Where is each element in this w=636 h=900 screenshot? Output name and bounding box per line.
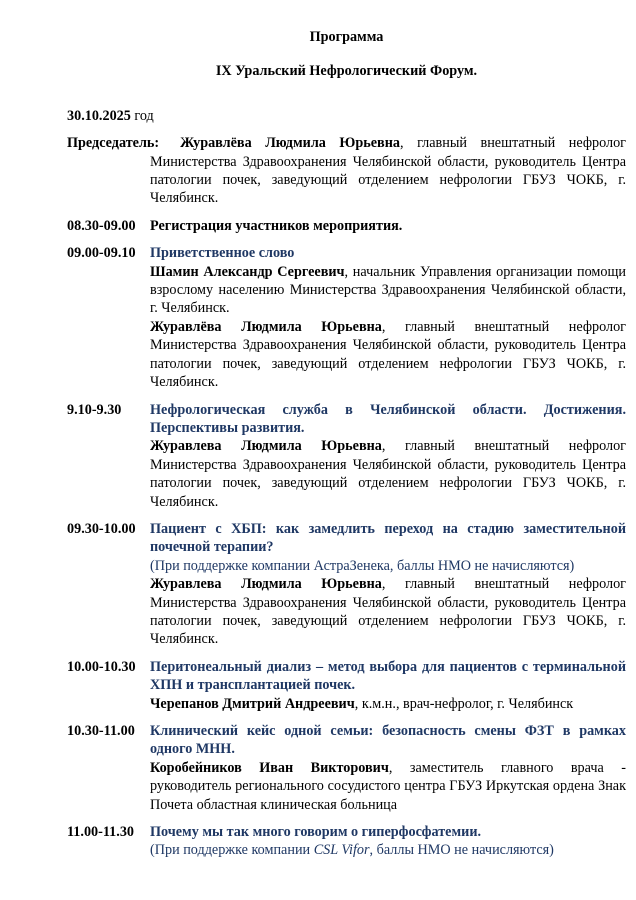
session-title: Перитонеальный диализ – метод выбора для пациентов с терминальной ХПН и трансплантацией почек. xyxy=(150,658,626,694)
session-title: Приветственное слово xyxy=(150,245,295,262)
session-time: 10.00-10.30 xyxy=(67,658,136,675)
speaker-desc: , главный внештатный нефролог Министерства Здравоохранения Челябинской области, руководитель Центра патологии почек, заведующий отделением нефрологии ГБУЗ ЧОКБ, г. Челябинск. xyxy=(150,438,627,510)
doc-subtitle: IX Уральский Нефрологический Форум. xyxy=(215,63,478,80)
date-suffix: год xyxy=(130,107,154,124)
speaker-desc: , заместитель главного врача - руководитель регионального сосудистого центра ГБУЗ Иркутская ордена Знак Почета областная клиническая больница xyxy=(150,759,626,813)
chair-label: Председатель: xyxy=(67,135,160,152)
session-time: 10.30-11.00 xyxy=(67,723,135,739)
date-line xyxy=(67,107,626,125)
speaker-paragraph xyxy=(150,437,626,511)
session-content xyxy=(150,823,626,860)
session-time: 11.00-11.30 xyxy=(67,824,135,841)
speaker-name: Журавлева Людмила Юрьевна xyxy=(150,438,382,455)
session-title: Регистрация участников мероприятия. xyxy=(150,217,403,234)
speaker-paragraph xyxy=(150,263,626,318)
session-title: Клинический кейс одной семьи: безопасность смены ФЗТ в рамках одного МНН. xyxy=(150,723,626,758)
session-list xyxy=(67,217,626,860)
session-row xyxy=(67,244,626,391)
session-title: Пациент с ХБП: как замедлить переход на стадию заместительной почечной терапии? xyxy=(150,520,626,556)
session-content xyxy=(150,217,626,235)
speaker-desc: , главный внештатный нефролог Министерства Здравоохранения Челябинской области, руководитель Центра патологии почек, заведующий отделением нефрологии ГБУЗ ЧОКБ, г. Челябинск. xyxy=(150,576,627,648)
speaker-desc: , начальник Управления организации помощи взрослому населению Министерства Здравоохранения Челябинской области, г. Челябинск. xyxy=(150,263,627,317)
chair-paragraph xyxy=(67,134,626,208)
sponsor-note-italic: CSL Vifor xyxy=(313,842,370,859)
speaker-paragraph xyxy=(150,575,626,649)
chair-desc: , главный внештатный нефролог Министерства Здравоохранения Челябинской области, руководитель Центра патологии почек, заведующий отделением нефрологии ГБУЗ ЧОКБ, г. Челябинск. xyxy=(150,135,627,207)
chair-name: Журавлёва Людмила Юрьевна xyxy=(180,135,400,152)
date-value: 30.10.2025 xyxy=(67,107,131,124)
session-content xyxy=(150,520,626,649)
session-time: 08.30-09.00 xyxy=(67,217,136,234)
speaker-paragraph xyxy=(150,759,626,814)
session-row xyxy=(67,722,626,814)
session-content xyxy=(150,401,626,511)
speaker-paragraph xyxy=(150,318,626,392)
session-row xyxy=(67,658,626,713)
speaker-name: Журавлева Людмила Юрьевна xyxy=(150,576,382,593)
sponsor-note: (При поддержке компании CSL Vifor, баллы НМО не начисляются) xyxy=(150,842,554,859)
speaker-name: Журавлёва Людмила Юрьевна xyxy=(150,318,382,335)
speaker-name: Черепанов Дмитрий Андреевич xyxy=(150,695,355,712)
session-time: 9.10-9.30 xyxy=(67,401,122,418)
speaker-desc: , к.м.н., врач-нефролог, г. Челябинск xyxy=(354,695,574,712)
session-title: Нефрологическая служба в Челябинской области. Достижения. Перспективы развития. xyxy=(150,401,626,436)
session-content xyxy=(150,658,626,713)
session-time: 09.00-09.10 xyxy=(67,245,136,262)
speaker-desc: , главный внештатный нефролог Министерства Здравоохранения Челябинской области, руководитель Центра патологии почек, заведующий отделением нефрологии ГБУЗ ЧОКБ, г. Челябинск. xyxy=(150,318,627,391)
session-title: Почему мы так много говорим о гиперфосфатемии. xyxy=(150,824,482,841)
session-content xyxy=(150,722,626,814)
session-content xyxy=(150,244,626,391)
speaker-name: Шамин Александр Сергеевич xyxy=(150,263,345,280)
session-row xyxy=(67,520,626,649)
session-row xyxy=(67,401,626,511)
doc-title: Программа xyxy=(309,29,384,45)
session-row xyxy=(67,217,626,235)
speaker-paragraph xyxy=(150,695,626,713)
speaker-name: Коробейников Иван Викторович xyxy=(150,759,389,776)
sponsor-note: (При поддержке компании АстраЗенека, баллы НМО не начисляются) xyxy=(150,557,575,574)
session-time: 09.30-10.00 xyxy=(67,520,136,537)
session-row xyxy=(67,823,626,860)
